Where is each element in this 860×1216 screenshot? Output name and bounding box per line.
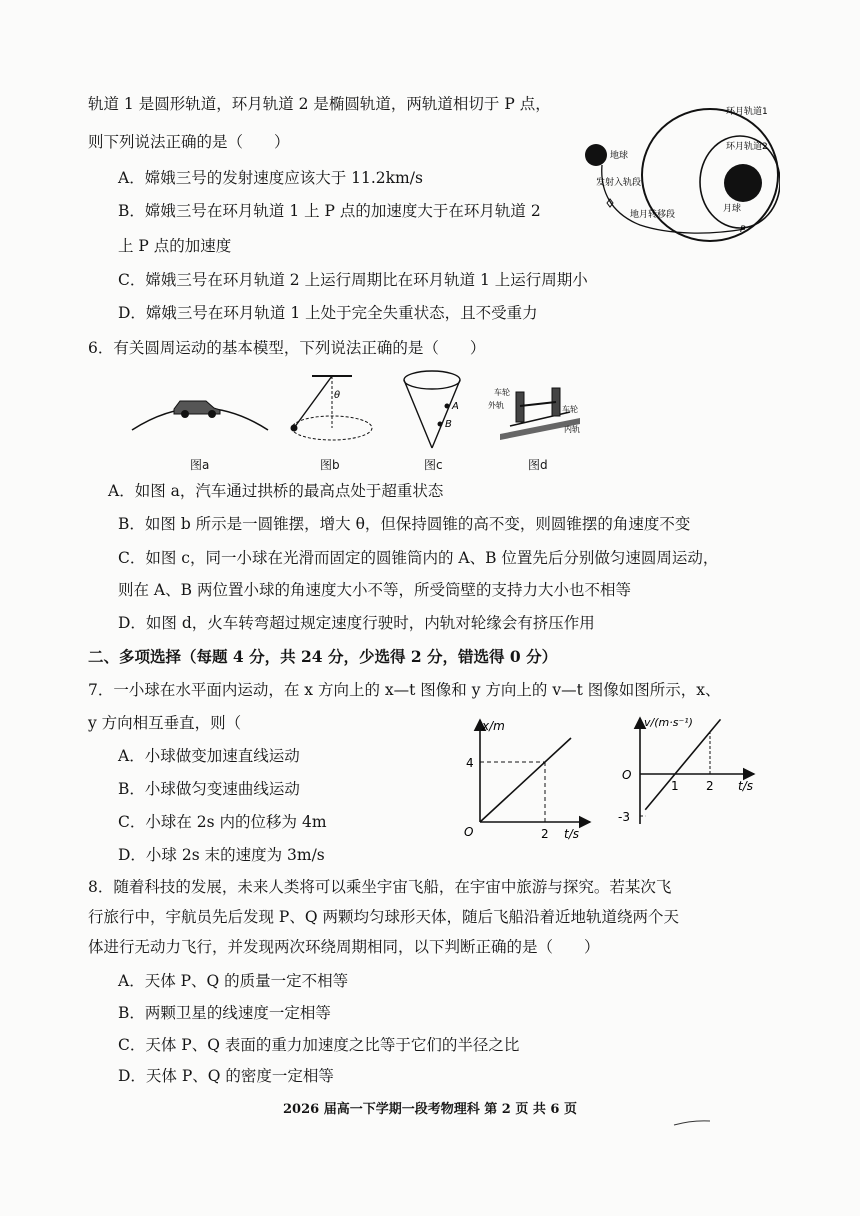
- point-a-label: A: [452, 401, 459, 412]
- q6-option-c-line2: 则在 A、B 两位置小球的角速度大小不等，所受筒壁的支持力大小也不相等: [118, 581, 631, 599]
- q6-stem: 6．有关圆周运动的基本模型，下列说法正确的是（ ）: [88, 339, 486, 357]
- xt-origin: O: [464, 825, 474, 839]
- vt-xtick-2: 2: [706, 779, 714, 793]
- point-b-label: B: [445, 419, 452, 430]
- q6-option-b: B．如图 b 所示是一圆锥摆，增大 θ，但保持圆锥的高不变，则圆锥摆的角速度不变: [118, 515, 691, 533]
- caption-a: 图a: [190, 458, 210, 472]
- orbit1-label: 环月轨道1: [726, 107, 768, 117]
- page-footer: 2026 届高一下学期一段考物理科 第 2 页 共 6 页: [283, 1102, 577, 1117]
- q5-option-d: D．嫦娥三号在环月轨道 1 上处于完全失重状态，且不受重力: [118, 304, 538, 322]
- theta-label: θ: [334, 390, 341, 401]
- point-p-label: P: [740, 225, 746, 235]
- caption-b: 图b: [320, 458, 340, 472]
- section-2-heading: 二、多项选择（每题 4 分，共 24 分，少选得 2 分，错选得 0 分）: [88, 647, 558, 666]
- q7-option-c: C．小球在 2s 内的位移为 4m: [118, 813, 327, 831]
- vt-origin: O: [622, 768, 632, 782]
- q5-intro-line1: 轨道 1 是圆形轨道，环月轨道 2 是椭圆轨道，两轨道相切于 P 点，: [88, 95, 551, 113]
- q8-stem-line2: 行旅行中，宇航员先后发现 P、Q 两颗均匀球形天体，随后飞船沿着近地轨道绕两个天: [88, 908, 679, 926]
- q5-option-c: C．嫦娥三号在环月轨道 2 上运行周期比在环月轨道 1 上运行周期小: [118, 271, 588, 289]
- q7-stem-line2: y 方向相互垂直，则（: [88, 714, 242, 732]
- vt-chart: [616, 712, 766, 832]
- orbit-diagram: [580, 95, 780, 245]
- vt-series-line: [645, 719, 720, 809]
- figure-b-conical-pendulum: [282, 370, 382, 450]
- vt-ytick-neg3: -3: [618, 810, 630, 824]
- figure-d-train-rails: [480, 382, 600, 442]
- q7-stem-line1: 7．一小球在水平面内运动，在 x 方向上的 x—t 图像和 y 方向上的 v—t 图像如图所示，x、: [88, 681, 721, 699]
- xt-chart: [460, 712, 600, 842]
- q8-option-d: D．天体 P、Q 的密度一定相等: [118, 1067, 334, 1085]
- earth-label: 地球: [610, 151, 629, 161]
- wheel-right-label: 车轮: [562, 405, 578, 414]
- q5-option-b-line1: B．嫦娥三号在环月轨道 1 上 P 点的加速度大于在环月轨道 2: [118, 202, 541, 220]
- q8-option-b: B．两颗卫星的线速度一定相等: [118, 1004, 331, 1022]
- caption-c: 图c: [424, 458, 443, 472]
- figure-c-cone: [400, 366, 470, 452]
- vt-xtick-1: 1: [671, 779, 679, 793]
- pen-stroke: [672, 1118, 712, 1128]
- vt-xlabel: t/s: [738, 779, 753, 793]
- q8-option-a: A．天体 P、Q 的质量一定不相等: [118, 972, 349, 990]
- q5-intro-line2: 则下列说法正确的是（ ）: [88, 133, 290, 151]
- xt-xtick-2: 2: [541, 827, 549, 841]
- q7-option-a: A．小球做变加速直线运动: [118, 747, 300, 765]
- xt-series-line: [480, 738, 571, 822]
- q5-option-a: A．嫦娥三号的发射速度应该大于 11.2km/s: [118, 169, 423, 187]
- q7-option-b: B．小球做匀变速曲线运动: [118, 780, 300, 798]
- outer-rail-label: 外轨: [488, 401, 504, 410]
- q5-option-b-line2: 上 P 点的加速度: [118, 237, 232, 255]
- moon-label: 月球: [723, 204, 742, 214]
- q8-stem-line3: 体进行无动力飞行，并发现两次环绕周期相同，以下判断正确的是（ ）: [88, 938, 600, 956]
- launch-label: 发射入轨段: [596, 178, 642, 188]
- q6-option-d: D．如图 d，火车转弯超过规定速度行驶时，内轨对轮缘会有挤压作用: [118, 614, 595, 632]
- wheel-left-label: 车轮: [494, 388, 510, 397]
- q6-option-a: A．如图 a，汽车通过拱桥的最高点处于超重状态: [108, 482, 444, 500]
- q8-option-c: C．天体 P、Q 表面的重力加速度之比等于它们的半径之比: [118, 1036, 520, 1054]
- q6-option-c-line1: C．如图 c，同一小球在光滑而固定的圆锥筒内的 A、B 位置先后分别做匀速圆周运动，: [118, 549, 719, 567]
- transfer-label: 地月转移段: [630, 210, 676, 220]
- q7-option-d: D．小球 2s 末的速度为 3m/s: [118, 846, 325, 864]
- caption-d: 图d: [528, 458, 548, 472]
- xt-ytick-4: 4: [466, 756, 474, 770]
- xt-ylabel: x/m: [482, 719, 505, 733]
- inner-rail-label: 内轨: [564, 425, 580, 434]
- xt-xlabel: t/s: [564, 827, 579, 841]
- q8-stem-line1: 8．随着科技的发展，未来人类将可以乘坐宇宙飞船，在宇宙中旅游与探究。若某次飞: [88, 878, 672, 896]
- vt-ylabel: v/(m·s⁻¹): [644, 716, 693, 729]
- figure-a-arch-bridge: [130, 376, 270, 436]
- orbit2-label: 环月轨道2: [726, 142, 768, 152]
